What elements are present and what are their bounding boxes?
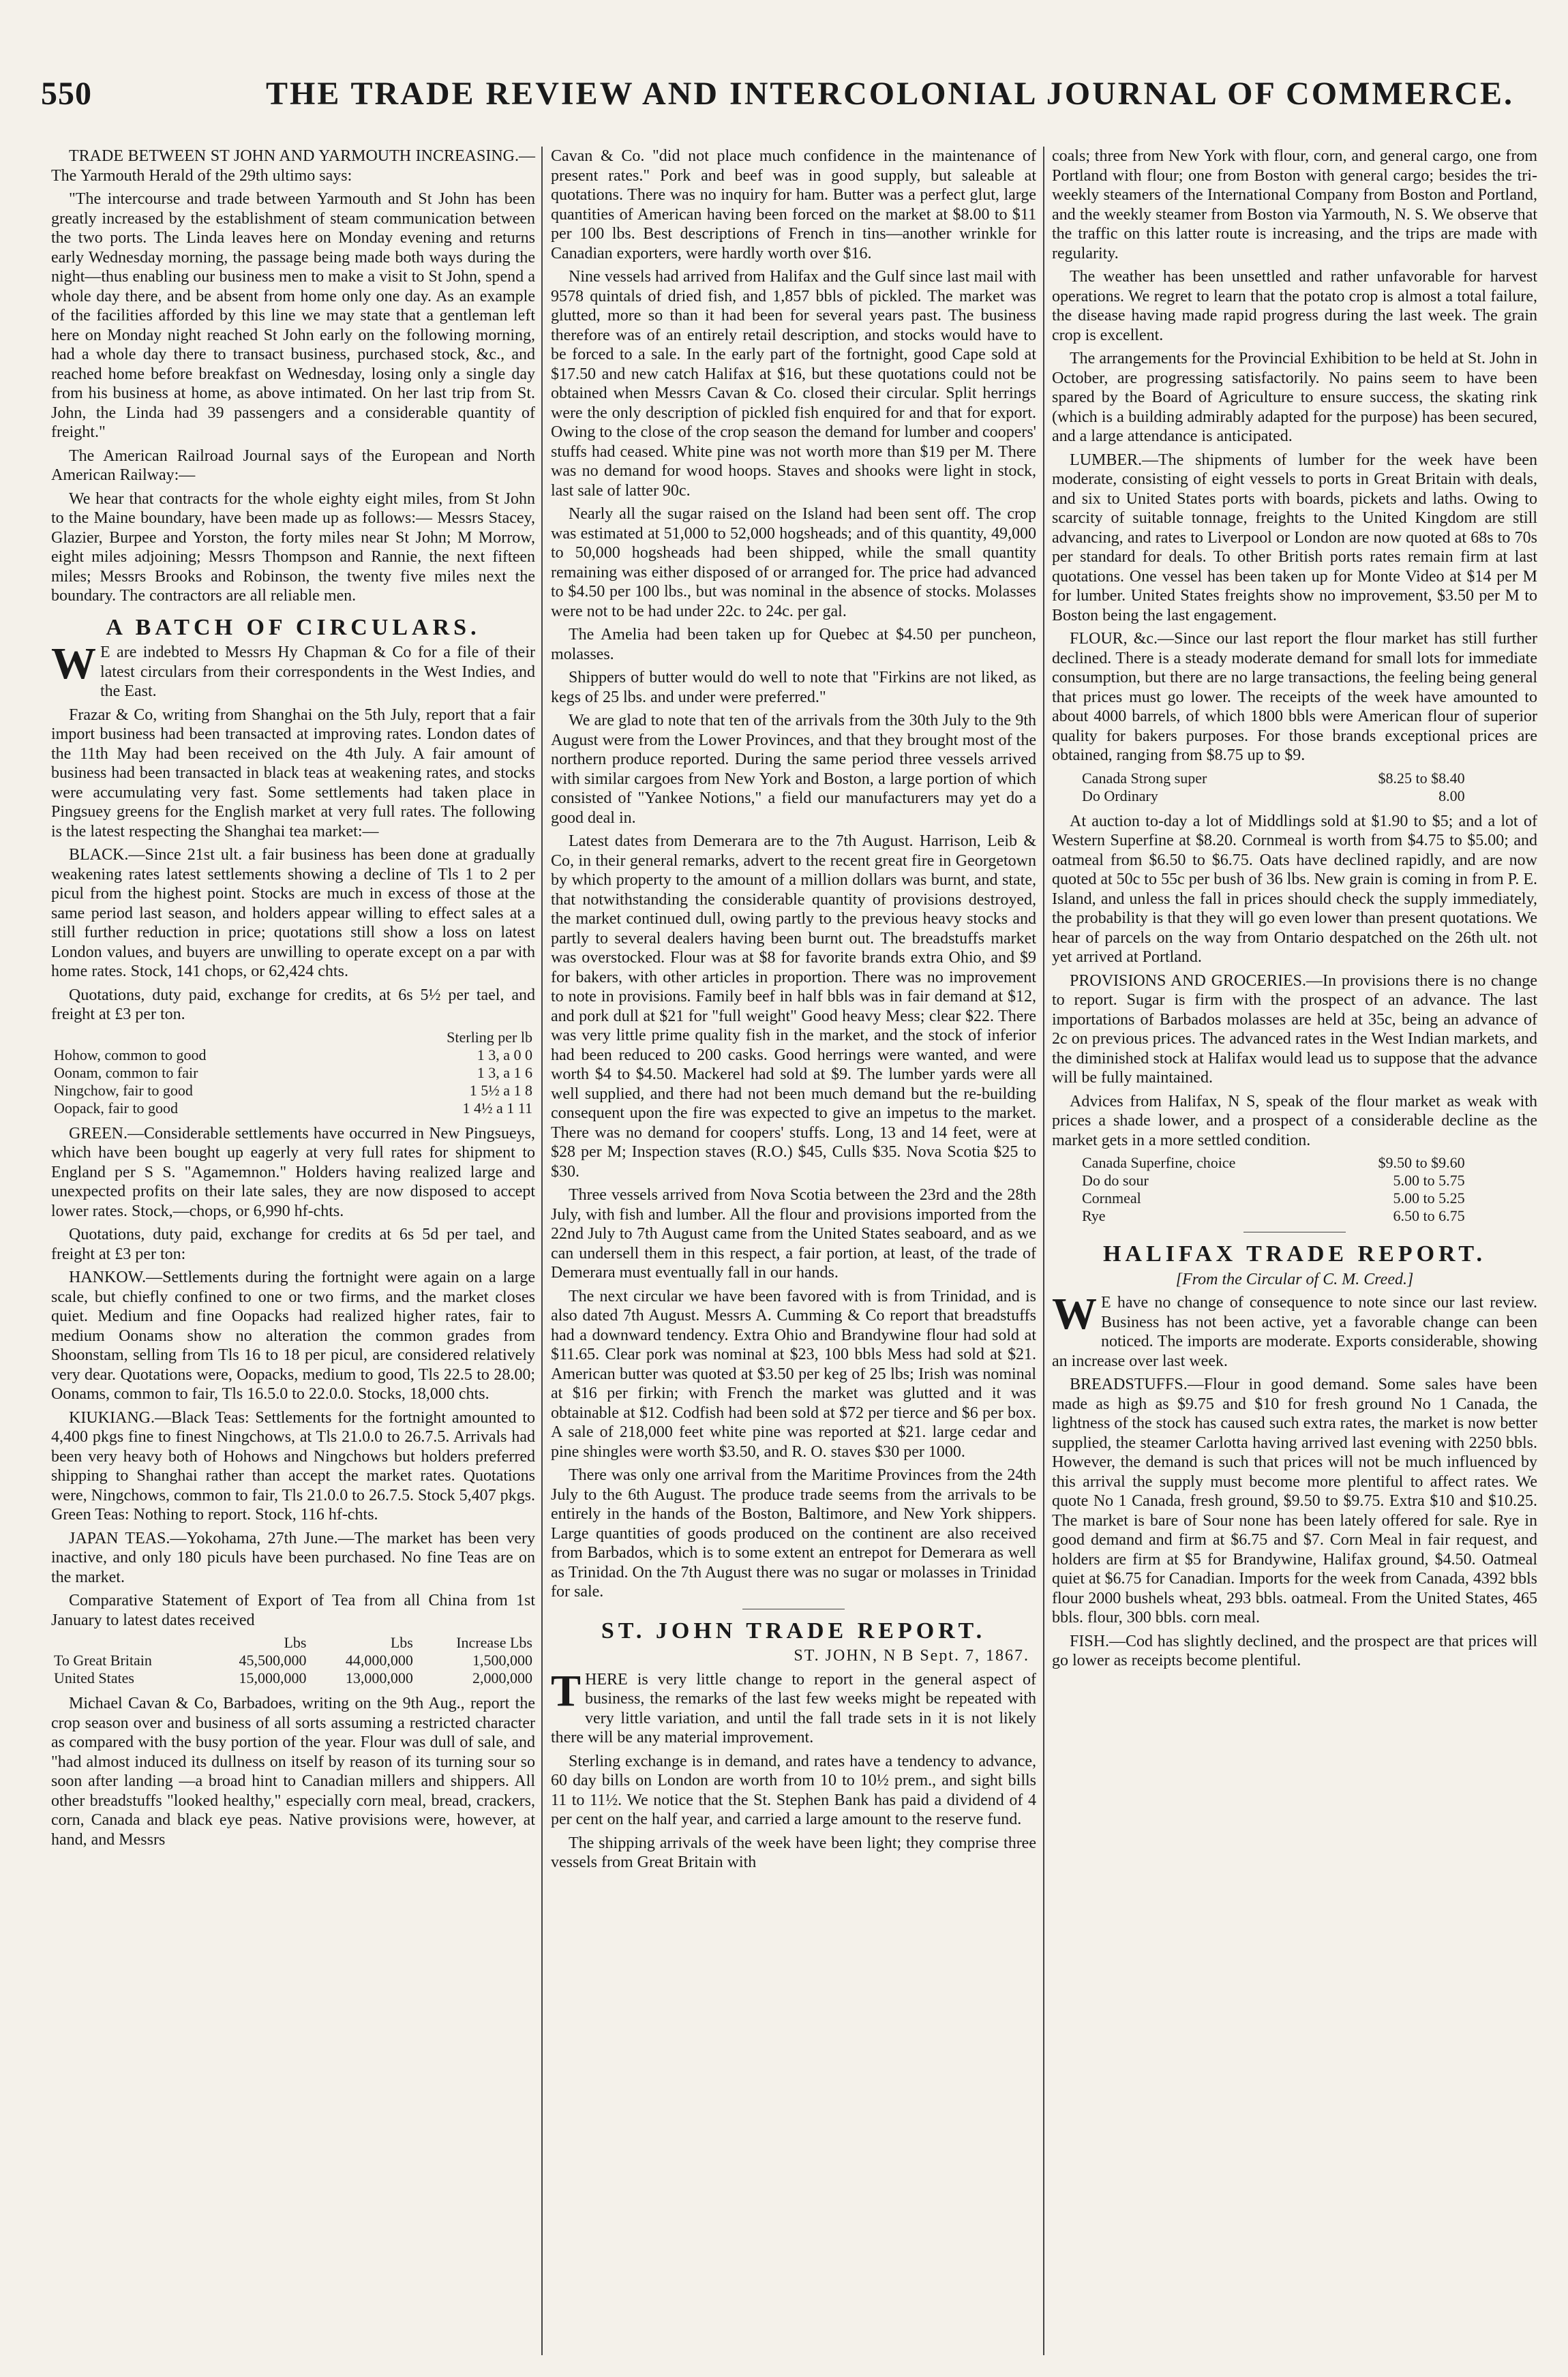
article-paragraph: At auction to-day a lot of Middlings sold at $1.90 to $5; and a lot of Western Superfine at $8.20. Cornmeal is worth from $4.75 to $5.00; and oatmeal from $6.50 to $6.75. Oats have declined rapidly, and are now quoted at 50c to 55c per bush of 36 lbs. New grain is coming in from P. E. Island, and unless the fall in prices should check the supply immediately, the probability is that they will go even lower than present quotations. We hear of parcels on the way from Ontario despatched on the 26th ult. not yet arrived at Portland. [1052, 812, 1537, 966]
article-paragraph: "The intercourse and trade between Yarmouth and St John has been greatly increased by the establishment of steam communication between the two ports. The Linda leaves here on Monday evening and returns early Wednesday morning, the passage being made both ways during the night—thus enabling our business men to make a visit to St John, spend a whole day there, and be absent from home only one day. As an example of the facilities afforded by this line we may state that a gentleman left here on Monday night reached St John early on the following morning, had a whole day there to transact business, purchased stock, &c., and reached home before breakfast on Wednesday, losing only a single day from his business at home, as above intimated. On her last trip from St. John, the Linda had 39 passengers and a considerable quantity of freight." [51, 190, 535, 441]
article-paragraph: The Amelia had been taken up for Quebec at $4.50 per puncheon, molasses. [551, 626, 1036, 663]
article-paragraph: Comparative Statement of Export of Tea from all China from 1st January to latest dates received [51, 1592, 535, 1629]
article-paragraph: Michael Cavan & Co, Barbadoes, writing on the 9th Aug., report the crop season over and business of all sorts assuming a restricted character as compared with the busy portion of the year. Flour was dull of sale, and "had almost induced its dullness on itself by reason of its turning sour so soon after landing —a broad hint to Canadian millers and shippers. All other breadstuffs "looked healthy," especially corn meal, bread, crackers, corn, Canada and black eye peas. Native provisions were, however, at hand, and Messrs [51, 1695, 535, 1849]
section-heading: ST. JOHN TRADE REPORT. [601, 1618, 986, 1644]
article-paragraph: Quotations, duty paid, exchange for credits, at 6s 5½ per tael, and freight at £3 per ton. [51, 986, 535, 1023]
table-row: Do Ordinary 8.00 [1082, 787, 1465, 804]
article-paragraph: PROVISIONS AND GROCERIES.—In provisions there is no change to report. Sugar is firm with the prospect of an advance. The last importations of Barbados molasses are held at 35c, being an advance of 2c on previous prices. The advanced rates in the West Indian markets, and the diminished stock at Halifax would lead us to suppose that the advance will be fully maintained. [1052, 971, 1537, 1087]
article-paragraph: GREEN.—Considerable settlements have occurred in New Pingsueys, which have been bought up eagerly at very full rates for shipment to England per S S. "Agamemnon." Holders having realized large and unexpected profits on their late sales, they are now disposed to accept lower rates. Stock,—chops, or 6,990 hf-chts. [51, 1124, 535, 1220]
article-paragraph: The shipping arrivals of the week have been light; they comprise three vessels from Great Britain with [551, 1834, 1036, 1871]
article-paragraph: THERE is very little change to report in the general aspect of business, the remarks of the last few weeks might be repeated with very little variation, and until the fall trade sets in it is not likely there will be any material improvement. [551, 1665, 1036, 1746]
section-heading: A BATCH OF CIRCULARS. [106, 614, 481, 640]
running-title: THE TRADE REVIEW AND INTERCOLONIAL JOURNAL OF COMMERCE. [266, 76, 1515, 112]
article-paragraph: Nearly all the sugar raised on the Island had been sent off. The crop was estimated at 51,000 to 52,000 hogsheads; and of this quantity, 49,000 to 50,000 hogsheads had been shipped, while the small quantity remaining was either disposed of or arranged for. The price had advanced to $4.50 per 100 lbs., but was nominal in the absence of stocks. Molasses were not to be had under 22c. to 24c. per gal. [551, 505, 1036, 620]
article-paragraph: LUMBER.—The shipments of lumber for the week have been moderate, consisting of eight vessels to ports in Great Britain with deals, and six to United States ports with boards, pickets and laths. Owing to scarcity of suitable tonnage, freights to the United Kingdom are still advancing, and rates to Liverpool or London are now quoted at 68s to 70s per standard for deals. To other British ports rates remain firm at last quotations. One vessel has been taken up for Monte Video at $14 per M for lumber. United States freights show no improvement, $3.50 per M to Boston being the last engagement. [1052, 451, 1537, 624]
article-paragraph: Latest dates from Demerara are to the 7th August. Harrison, Leib & Co, in their general remarks, advert to the recent great fire in Georgetown by which property to the amount of a million dollars was burnt, and state, that notwithstanding the considerable quantity of provisions destroyed, the market continued dull, owing partly to the previous heavy stocks and partly to several dealers having been burnt out. The breadstuffs market was overstocked. Flour was at $8 for favorite brands extra Ohio, and $9 for bakers, with other articles in proportion. There was no improvement to note in provisions. Family beef in half bbls was in fair demand at $12, and pork dull at $21 for "full weight" Good heavy Mess; clear $22. There was very little prime quality fish in the market, and the stock of inferior had been reduced to 200 casks. Good herrings were wanted, and were worth $4 to $4.50. Mackerel had sold at $9. The lumber yards were all well supplied, and there had not been much demand but the re-building consequent upon the fire was expected to give an impetus to the market. There was no demand for coopers' stuffs. Long, 13 and 14 feet, were at $28 per M; Inspection staves (R.O.) $45, Culls $35. Nova Scotia $25 to $30. [551, 832, 1036, 1181]
article-paragraph: BREADSTUFFS.—Flour in good demand. Some sales have been made as high as $9.75 and $10 for fresh ground No 1 Canada, the lightness of the stock has caused such extra rates, the market is now better supplied, the steamer Carlotta having arrived last evening with 2250 bbls. However, the demand is such that prices will not be much influenced by this arrival the supply must become more plentiful to affect rates. We quote No 1 Canada, fresh ground, $9.50 to $9.75. Extra $10 and $10.25. The market is bare of Sour none has been lately offered for sale. Rye in good demand and firm at $6.75 and $7. Corn Meal in fair request, and holders are firm at $5 for Brandywine, Halifax ground, $4.50. Oatmeal quiet at $6.75 for Canadian. Imports for the week from Canada, 4392 bbls flour 2000 bushels wheat, 293 bbls. oatmeal. From the United States, 465 bbls. flour, 300 bbls. corn meal. [1052, 1376, 1537, 1626]
article-paragraph: Three vessels arrived from Nova Scotia between the 23rd and the 28th July, with fish and lumber. All the flour and provisions imported from the 22nd July to 7th August came from the United States seaboard, and as we can undersell them in this respect, a fair portion, at least, of the trade of Demerara must eventually fall in our hands. [551, 1186, 1036, 1282]
column-3 [1052, 147, 1537, 1675]
table-row: To Great Britain 45,500,000 44,000,000 1,500,000 [54, 1652, 532, 1669]
article-paragraph: BLACK.—Since 21st ult. a fair business has been done at gradually weakening rates latest settlements showing a decline of Tls 1 to 2 per picul from the highest point. Stocks are much in excess of those at the same period last season, and holders appear willing to effect sales at a still further reduction in price; quotations still show a loss on latest London values, and buyers are unwilling to operate except on a par with home rates. Stock, 141 chops, or 62,424 chts. [51, 846, 535, 980]
article-paragraph: The American Railroad Journal says of the European and North American Railway:— [51, 446, 535, 484]
table-row: Rye 6.50 to 6.75 [1082, 1207, 1465, 1224]
drop-cap: T [551, 1665, 582, 1716]
table-row: Lbs Lbs Increase Lbs [284, 1634, 532, 1651]
table-row: United States 15,000,000 13,000,000 2,000,000 [54, 1669, 532, 1686]
article-paragraph: The arrangements for the Provincial Exhibition to be held at St. John in October, are progressing satisfactorily. No pains seem to have been spared by the Board of Agriculture to ensure success, the skating rink (which is a building admirably adapted for the purpose) has been secured, and a large attendance is anticipated. [1052, 350, 1537, 445]
dateline: ST. JOHN, N B Sept. 7, 1867. [794, 1647, 1029, 1665]
table-row: Canada Strong super $8.25 to $8.40 [1082, 769, 1465, 787]
article-paragraph: FISH.—Cod has slightly declined, and the prospect are that prices will go lower as receipts become plentiful. [1052, 1632, 1537, 1669]
article-paragraph: coals; three from New York with flour, corn, and general cargo, one from Portland with flour; one from Boston with general cargo; besides the tri-weekly steamers of the International Company from Boston and Portland, and the weekly steamer from Boston via Yarmouth, N. S. We observe that the traffic on this latter route is increasing, and the trips are made with regularity. [1052, 147, 1537, 262]
column-rule [1043, 147, 1044, 2355]
article-paragraph: The next circular we have been favored with is from Trinidad, and is also dated 7th August. Messrs A. Cumming & Co report that breadstuffs had a downward tendency. Extra Ohio and Brandywine flour had sold at $11.65. Clear pork was nominal at $23, 100 bbls Mess had sold at $21. American butter was quoted at $3.50 per keg of 25 lbs; Irish was nominal at $16 per firkin; with French the market was glutted and it was obtainable at $12. Codfish had been sold at $72 per tierce and $6 per box. A sale of 218,000 feet white pine was reported at $21. large cedar and pine shingles were worth $3.50, and R. O. staves $30 per 1000. [551, 1287, 1036, 1461]
article-paragraph: We hear that contracts for the whole eighty eight miles, from St John to the Maine boundary, have been made up as follows:— Messrs Stacey, Glazier, Burpee and Yorston, the forty miles near St John; M Morrow, eight miles adjoining; Messrs Thompson and Rannie, the next fifteen miles; Messrs Brooks and Robinson, the twenty five miles next the boundary. The contractors are all reliable men. [51, 489, 535, 605]
article-paragraph: Nine vessels had arrived from Halifax and the Gulf since last mail with 9578 quintals of dried fish, and 1,857 bbls of pickled. The market was glutted, more so than it had been for several years past. The business therefore was of an entirely retail description, and stocks would have to be forced to a sale. In the early part of the fortnight, good Cape sold at $17.50 and new catch Halifax at $16, but these quotations could not be obtained when Messrs Cavan & Co. closed their circular. Split herrings were the only description of pickled fish enquired for and that for export. Owing to the close of the crop season the demand for lumber and coopers' stuffs had ceased. White pine was not worth more than $19 per M. There was no demand for wood hoops. Staves and shooks were light in stock, last sale of latter 90c. [551, 268, 1036, 500]
article-paragraph: There was only one arrival from the Maritime Provinces from the 24th July to the 6th August. The produce trade seems from the arrivals to be entirely in the hands of the Boston, Baltimore, and New York shippers. Large quantities of goods produced on the continent are also received from Barbados, which is to some extent an entrepot for Demerara as well as Trinidad. On the 7th August there was no sugar or molasses in Trinidad for sale. [551, 1466, 1036, 1601]
article-paragraph: We are glad to note that ten of the arrivals from the 30th July to the 9th August were from the Lower Provinces, and that they brought most of the northern produce reported. During the same period three vessels arrived with similar cargoes from New York and Boston, a large portion of which consisted of "Yankee Notions," a field our manufacturers may yet do a good deal in. [551, 712, 1036, 827]
table-row: Cornmeal 5.00 to 5.25 [1082, 1190, 1465, 1207]
column-2 [551, 147, 1036, 1877]
article-paragraph: The weather has been unsettled and rather unfavorable for harvest operations. We regret to learn that the potato crop is almost a total failure, the disease having made rapid progress during the last week. The grain crop is excellent. [1052, 268, 1537, 344]
drop-cap: W [1052, 1289, 1097, 1339]
article-paragraph: Quotations, duty paid, exchange for credits at 6s 5d per tael, and freight at £3 per ton: [51, 1226, 535, 1263]
page-number: 550 [41, 76, 92, 112]
drop-cap: W [51, 639, 96, 688]
page-header [41, 75, 1527, 130]
article-paragraph: Frazar & Co, writing from Shanghai on the 5th July, report that a fair import business had been transacted at improving rates. London dates of the 11th May had been received on the 4th July. A fair amount of business had been transacted in black teas at weakening rates, and stocks were accumulating very fast. Some settlements had taken place in Pingsuey greens for the English market at very full rates. The following is the latest respecting the Shanghai tea market:— [51, 706, 535, 841]
table-row: Hohow, common to good 1 3, a 0 0 [54, 1046, 532, 1063]
article-paragraph: Shippers of butter would do well to note that "Firkins are not liked, as kegs of 25 lbs. and under were preferred." [551, 669, 1036, 706]
tea-price-table [51, 1029, 535, 1117]
column-1 [51, 147, 535, 1853]
article-paragraph: W E are indebted to Messrs Hy Chapman & Co for a file of their latest circulars from their correspondents in the West Indies, and the East. [51, 639, 535, 700]
table-row: Ningchow, fair to good 1 5½ a 1 8 [54, 1081, 532, 1099]
table-header: Sterling per lb [447, 1028, 532, 1046]
article-paragraph: TRADE BETWEEN ST JOHN AND YARMOUTH INCREASING.—The Yarmouth Herald of the 29th ultimo says: [51, 147, 535, 185]
halifax-price-table [1079, 1154, 1468, 1225]
table-row: Oopack, fair to good 1 4½ a 1 11 [54, 1099, 532, 1117]
article-paragraph: W E have no change of consequence to note since our last review. Business has not been active, yet a favorable change can been noticed. The imports are moderate. Exports considerable, showing an increase over last week. [1052, 1289, 1537, 1370]
article-paragraph: KIUKIANG.—Black Teas: Settlements for the fortnight amounted to 4,400 pkgs fine to finest Ningchows, at Tls 21.0.0 to 26.7.5. Arrivals had been very heavy both of Hohows and Ningchows but holders preferred shipping to Shanghai rather than accept the market rates. Quotations were, Ningchows, common to fair, Tls 21.0.0 to 26.7.5. Stock 5,407 pkgs. Green Teas: Nothing to report. Stock, 116 hf-chts. [51, 1408, 535, 1524]
flour-price-table [1079, 770, 1468, 805]
table-row: Oonam, common to fair 1 3, a 1 6 [54, 1063, 532, 1081]
tea-export-table [51, 1634, 535, 1687]
column-rule [541, 147, 543, 2355]
table-row: Canada Superfine, choice $9.50 to $9.60 [1082, 1154, 1465, 1171]
article-paragraph: Advices from Halifax, N S, speak of the flour market as weak with prices a shade lower, and a prospect of a considerable decline as the market gets in a more settled condition. [1052, 1092, 1537, 1149]
article-paragraph: Cavan & Co. "did not place much confidence in the maintenance of present rates." Pork and beef was in good supply, but saleable at quotations. There was no inquiry for ham. Butter was a perfect glut, large quantities of American having been forced on the market at $8.00 to $11 per 100 lbs. Best descriptions of French in tins—another wrinkle for Canadian exporters, were hardly worth over $16. [551, 147, 1036, 262]
article-paragraph: JAPAN TEAS.—Yokohama, 27th June.—The market has been very inactive, and only 180 piculs have been purchased. No fine Teas are on the market. [51, 1529, 535, 1586]
table-row [51, 1029, 535, 1046]
section-subtitle: [From the Circular of C. M. Creed.] [1175, 1270, 1414, 1288]
article-paragraph: Sterling exchange is in demand, and rates have a tendency to advance, 60 day bills on London are worth from 10 to 10½ prem., and sight bills 11 to 11½. We notice that the St. Stephen Bank has paid a dividend of 4 per cent on the half year, and carried a large amount to the reserve fund. [551, 1752, 1036, 1828]
article-paragraph: HANKOW.—Settlements during the fortnight were again on a large scale, but chiefly confined to one or two firms, and the market closes quiet. Medium and fine Oopacks had realized higher rates, fair to medium Oonams show no alteration the common grades from Shoonstam, selling from Tls 16 to 18 per picul, are considered relatively very dear. Quotations were, Oopacks, medium to good, Tls 22.5 to 28.00; Oonams, common to fair, Tls 16.5.0 to 22.0.0. Stocks, 18,000 chts. [51, 1269, 535, 1403]
table-row: Do do sour 5.00 to 5.75 [1082, 1172, 1465, 1189]
section-heading: HALIFAX TRADE REPORT. [1102, 1241, 1487, 1267]
article-paragraph: FLOUR, &c.—Since our last report the flour market has still further declined. There is a steady moderate demand for small lots for immediate consumption, but there are no large transactions, the feeling being general that prices must go lower. The receipts of the week have amounted to about 4000 barrels, of which 1800 bbls were American flour of superior quality for bakers purposes. For those brands exceptional prices are obtained, ranging from $8.75 up to $9. [1052, 630, 1537, 764]
